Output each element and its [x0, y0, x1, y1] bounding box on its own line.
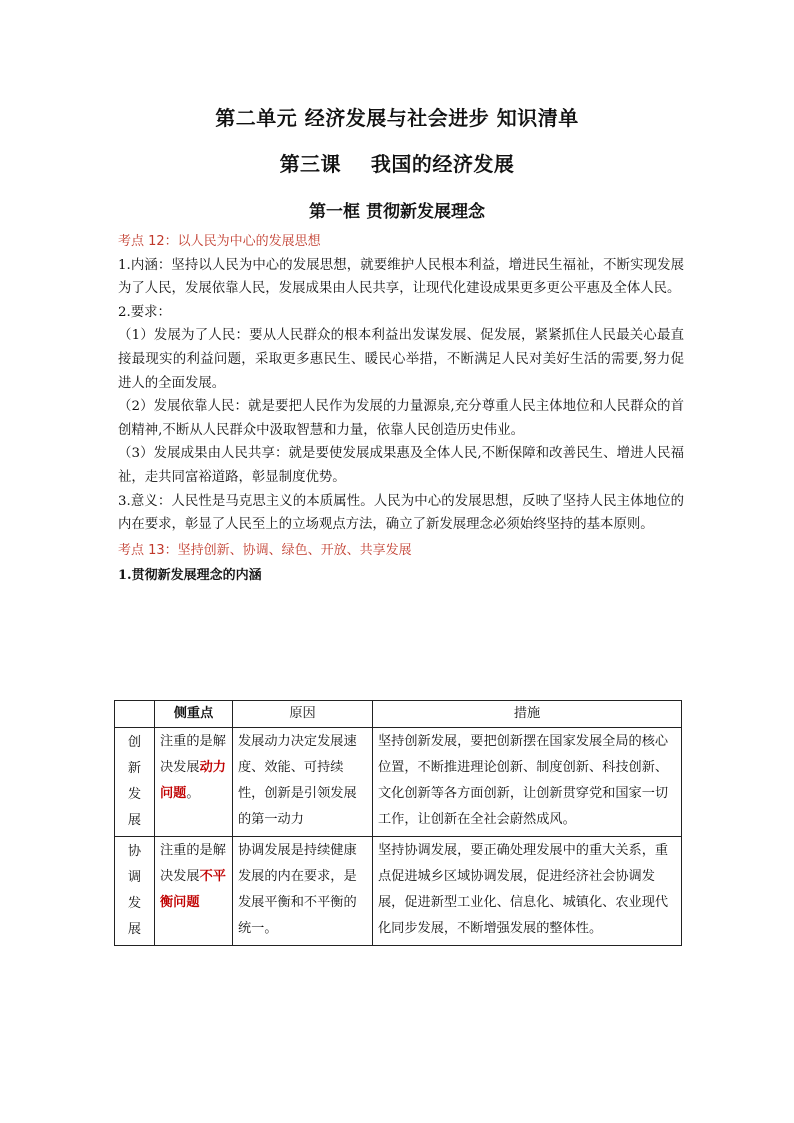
- keypoint-12-title: 考点 12：以人民为中心的发展思想: [118, 234, 321, 249]
- lesson-title: 第三课 我国的经济发展: [279, 152, 515, 176]
- requirement-3: （3）发展成果由人民共享：就是要使发展成果惠及全体人民,不断保障和改善民生、增进人民福祉，走共同富裕道路，彰显制度优势。: [118, 446, 684, 485]
- focus-suffix: 。: [186, 786, 200, 801]
- row-measures: 坚持协调发展，要正确处理发展中的重大关系，重点促进城乡区域协调发展，促进经济社会协调发展，促进新型工业化、信息化、城镇化、农业现代化同步发展，不断增强发展的整体性。: [373, 837, 682, 946]
- significance-paragraph: 3.意义：人民性是马克思主义的本质属性。人民为中心的发展思想，反映了坚持人民主体地位的内在要求，彰显了人民至上的立场观点方法，确立了新发展理念必须始终坚持的基本原则。: [118, 493, 684, 533]
- content-body: [118, 230, 684, 588]
- row-focus: [155, 728, 233, 837]
- row-focus: [155, 837, 233, 946]
- table-row: [115, 837, 682, 946]
- header-blank: [115, 701, 155, 728]
- category-label: 创新发展: [127, 735, 142, 828]
- section-subtitle: 1.贯彻新发展理念的内涵: [118, 568, 262, 584]
- requirement-1: （1）发展为了人民：要从人民群众的根本利益出发谋发展、促发展，紧紧抓住人民最关心最直接最现实的利益问题，采取更多惠民生、暖民心举措，不断满足人民对美好生活的需要,努力促进人的全面发展。: [118, 328, 684, 391]
- requirement-2: （2）发展依靠人民：就是要把人民作为发展的力量源泉,充分尊重人民主体地位和人民群众的首创精神,不断从人民群众中汲取智慧和力量，依靠人民创造历史伟业。: [118, 399, 684, 438]
- focus-text: 注重的是解决发展: [160, 843, 226, 884]
- row-reason: 协调发展是持续健康发展的内在要求，是发展平衡和不平衡的统一。: [233, 837, 373, 946]
- focus-key: 动力问题: [160, 760, 226, 801]
- row-measures: 坚持创新发展，要把创新摆在国家发展全局的核心位置，不断推进理论创新、制度创新、科技创新、文化创新等各方面创新，让创新贯穿党和国家一切工作，让创新在全社会蔚然成风。: [373, 728, 682, 837]
- focus-text: 注重的是解决发展: [160, 734, 226, 775]
- row-category: [115, 728, 155, 837]
- frame-title: 第一框 贯彻新发展理念: [309, 202, 485, 222]
- requirements-label: 2.要求：: [118, 304, 171, 320]
- table-header-row: [115, 701, 682, 728]
- row-reason: 发展动力决定发展速度、效能、可持续性，创新是引领发展的第一动力: [233, 728, 373, 837]
- concept-table: [114, 700, 682, 946]
- category-label: 协调发展: [127, 844, 142, 937]
- focus-key: 不平衡问题: [160, 869, 226, 910]
- header-reason: 原因: [233, 701, 373, 728]
- connotation-paragraph: 1.内涵：坚持以人民为中心的发展思想，就要维护人民根本利益，增进民生福祉，不断实现发展为了人民，发展依靠人民，发展成果由人民共享，让现代化建设成果更多更公平惠及全体人民。: [118, 257, 684, 297]
- table-row: [115, 728, 682, 837]
- header-focus: 侧重点: [155, 701, 233, 728]
- row-category: [115, 837, 155, 946]
- header-measures: 措施: [373, 701, 682, 728]
- keypoint-13-title: 考点 13：坚持创新、协调、绿色、开放、共享发展: [118, 542, 412, 558]
- unit-title: 第二单元 经济发展与社会进步 知识清单: [215, 106, 579, 130]
